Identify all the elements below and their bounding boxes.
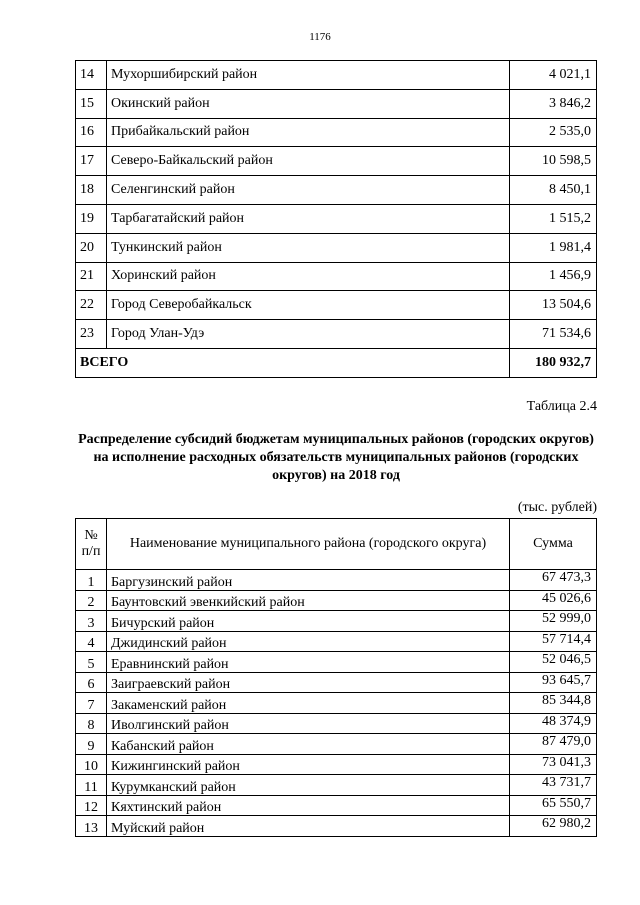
table-row bbox=[76, 754, 597, 775]
subsidy-amount: 10 598,5 bbox=[510, 147, 597, 176]
subsidy-amount: 2 535,0 bbox=[510, 118, 597, 147]
table-row bbox=[76, 713, 597, 734]
table-row bbox=[76, 204, 597, 233]
subsidy-amount: 43 731,7 bbox=[510, 775, 597, 796]
district-name: Бичурский район bbox=[107, 611, 510, 632]
subsidy-amount: 65 550,7 bbox=[510, 795, 597, 816]
district-name: Селенгинский район bbox=[107, 176, 510, 205]
table-row bbox=[76, 233, 597, 262]
district-name: Иволгинский район bbox=[107, 713, 510, 734]
district-name: Еравнинский район bbox=[107, 652, 510, 673]
table-body bbox=[76, 61, 597, 378]
table-row bbox=[76, 795, 597, 816]
subsidy-amount: 67 473,3 bbox=[510, 570, 597, 591]
district-name: Окинский район bbox=[107, 89, 510, 118]
table-row bbox=[76, 775, 597, 796]
district-name: Хоринский район bbox=[107, 262, 510, 291]
table-row bbox=[76, 816, 597, 837]
row-number: 12 bbox=[76, 795, 107, 816]
row-number: 8 bbox=[76, 713, 107, 734]
table-row bbox=[76, 176, 597, 205]
header-row bbox=[76, 519, 597, 570]
subsidy-amount: 3 846,2 bbox=[510, 89, 597, 118]
subsidy-amount: 1 456,9 bbox=[510, 262, 597, 291]
subsidy-amount: 13 504,6 bbox=[510, 291, 597, 320]
subsidy-amount: 8 450,1 bbox=[510, 176, 597, 205]
subsidy-amount: 4 021,1 bbox=[510, 61, 597, 90]
table-label: Таблица 2.4 bbox=[526, 399, 597, 414]
page-number: 1176 bbox=[309, 31, 331, 43]
table-row bbox=[76, 291, 597, 320]
table-row bbox=[76, 320, 597, 349]
table-row bbox=[76, 631, 597, 652]
subsidy-amount: 62 980,2 bbox=[510, 816, 597, 837]
table-header bbox=[76, 519, 597, 570]
row-number: 10 bbox=[76, 754, 107, 775]
table-row bbox=[76, 611, 597, 632]
header-num-abbrev: п/п bbox=[81, 544, 101, 559]
header-sum: Сумма bbox=[510, 519, 597, 570]
row-number: 11 bbox=[76, 775, 107, 796]
district-name: Муйский район bbox=[107, 816, 510, 837]
row-number: 22 bbox=[76, 291, 107, 320]
table-row bbox=[76, 118, 597, 147]
subsidy-amount: 85 344,8 bbox=[510, 693, 597, 714]
row-number: 15 bbox=[76, 89, 107, 118]
subsidy-amount: 57 714,4 bbox=[510, 631, 597, 652]
district-name: Город Северобайкальск bbox=[107, 291, 510, 320]
subsidy-amount: 52 046,5 bbox=[510, 652, 597, 673]
total-label: ВСЕГО bbox=[76, 348, 510, 377]
table-row bbox=[76, 734, 597, 755]
subsidy-amount: 1 515,2 bbox=[510, 204, 597, 233]
row-number: 18 bbox=[76, 176, 107, 205]
table-title: Распределение субсидий бюджетам муниципальных районов (городских округов) на исполнение расходных обязательств муниципальных районов (городских округов) на 2018 год bbox=[78, 432, 594, 483]
district-name: Заиграевский район bbox=[107, 672, 510, 693]
subsidy-amount: 52 999,0 bbox=[510, 611, 597, 632]
table-row bbox=[76, 590, 597, 611]
row-number: 19 bbox=[76, 204, 107, 233]
table-row bbox=[76, 89, 597, 118]
subsidy-table-continuation bbox=[75, 60, 597, 378]
header-num bbox=[76, 519, 107, 570]
district-name: Прибайкальский район bbox=[107, 118, 510, 147]
table-row bbox=[76, 672, 597, 693]
district-name: Кабанский район bbox=[107, 734, 510, 755]
subsidy-amount: 45 026,6 bbox=[510, 590, 597, 611]
row-number: 3 bbox=[76, 611, 107, 632]
row-number: 4 bbox=[76, 631, 107, 652]
header-name: Наименование муниципального района (городского округа) bbox=[107, 519, 510, 570]
row-number: 16 bbox=[76, 118, 107, 147]
district-name: Баргузинский район bbox=[107, 570, 510, 591]
district-name: Северо-Байкальский район bbox=[107, 147, 510, 176]
table-row bbox=[76, 61, 597, 90]
table-row bbox=[76, 652, 597, 673]
district-name: Баунтовский эвенкийский район bbox=[107, 590, 510, 611]
subsidy-amount: 87 479,0 bbox=[510, 734, 597, 755]
district-name: Кяхтинский район bbox=[107, 795, 510, 816]
district-name: Мухоршибирский район bbox=[107, 61, 510, 90]
district-name: Закаменский район bbox=[107, 693, 510, 714]
table-row bbox=[76, 570, 597, 591]
table-row bbox=[76, 693, 597, 714]
table-row bbox=[76, 262, 597, 291]
row-number: 21 bbox=[76, 262, 107, 291]
district-name: Джидинский район bbox=[107, 631, 510, 652]
subsidy-amount: 1 981,4 bbox=[510, 233, 597, 262]
row-number: 5 bbox=[76, 652, 107, 673]
row-number: 14 bbox=[76, 61, 107, 90]
subsidy-amount: 93 645,7 bbox=[510, 672, 597, 693]
subsidy-amount: 71 534,6 bbox=[510, 320, 597, 349]
row-number: 9 bbox=[76, 734, 107, 755]
district-name: Курумканский район bbox=[107, 775, 510, 796]
row-number: 23 bbox=[76, 320, 107, 349]
row-number: 17 bbox=[76, 147, 107, 176]
row-number: 7 bbox=[76, 693, 107, 714]
district-name: Кижингинский район bbox=[107, 754, 510, 775]
header-num-symbol: № bbox=[84, 528, 98, 543]
total-amount: 180 932,7 bbox=[510, 348, 597, 377]
row-number: 20 bbox=[76, 233, 107, 262]
district-name: Тункинский район bbox=[107, 233, 510, 262]
total-row bbox=[76, 348, 597, 377]
district-name: Тарбагатайский район bbox=[107, 204, 510, 233]
table-row bbox=[76, 147, 597, 176]
table-body bbox=[76, 570, 597, 837]
subsidy-amount: 48 374,9 bbox=[510, 713, 597, 734]
row-number: 2 bbox=[76, 590, 107, 611]
subsidy-amount: 73 041,3 bbox=[510, 754, 597, 775]
row-number: 1 bbox=[76, 570, 107, 591]
row-number: 6 bbox=[76, 672, 107, 693]
row-number: 13 bbox=[76, 816, 107, 837]
subsidy-table-2-4 bbox=[75, 518, 597, 837]
district-name: Город Улан-Удэ bbox=[107, 320, 510, 349]
units-label: (тыс. рублей) bbox=[517, 500, 597, 515]
